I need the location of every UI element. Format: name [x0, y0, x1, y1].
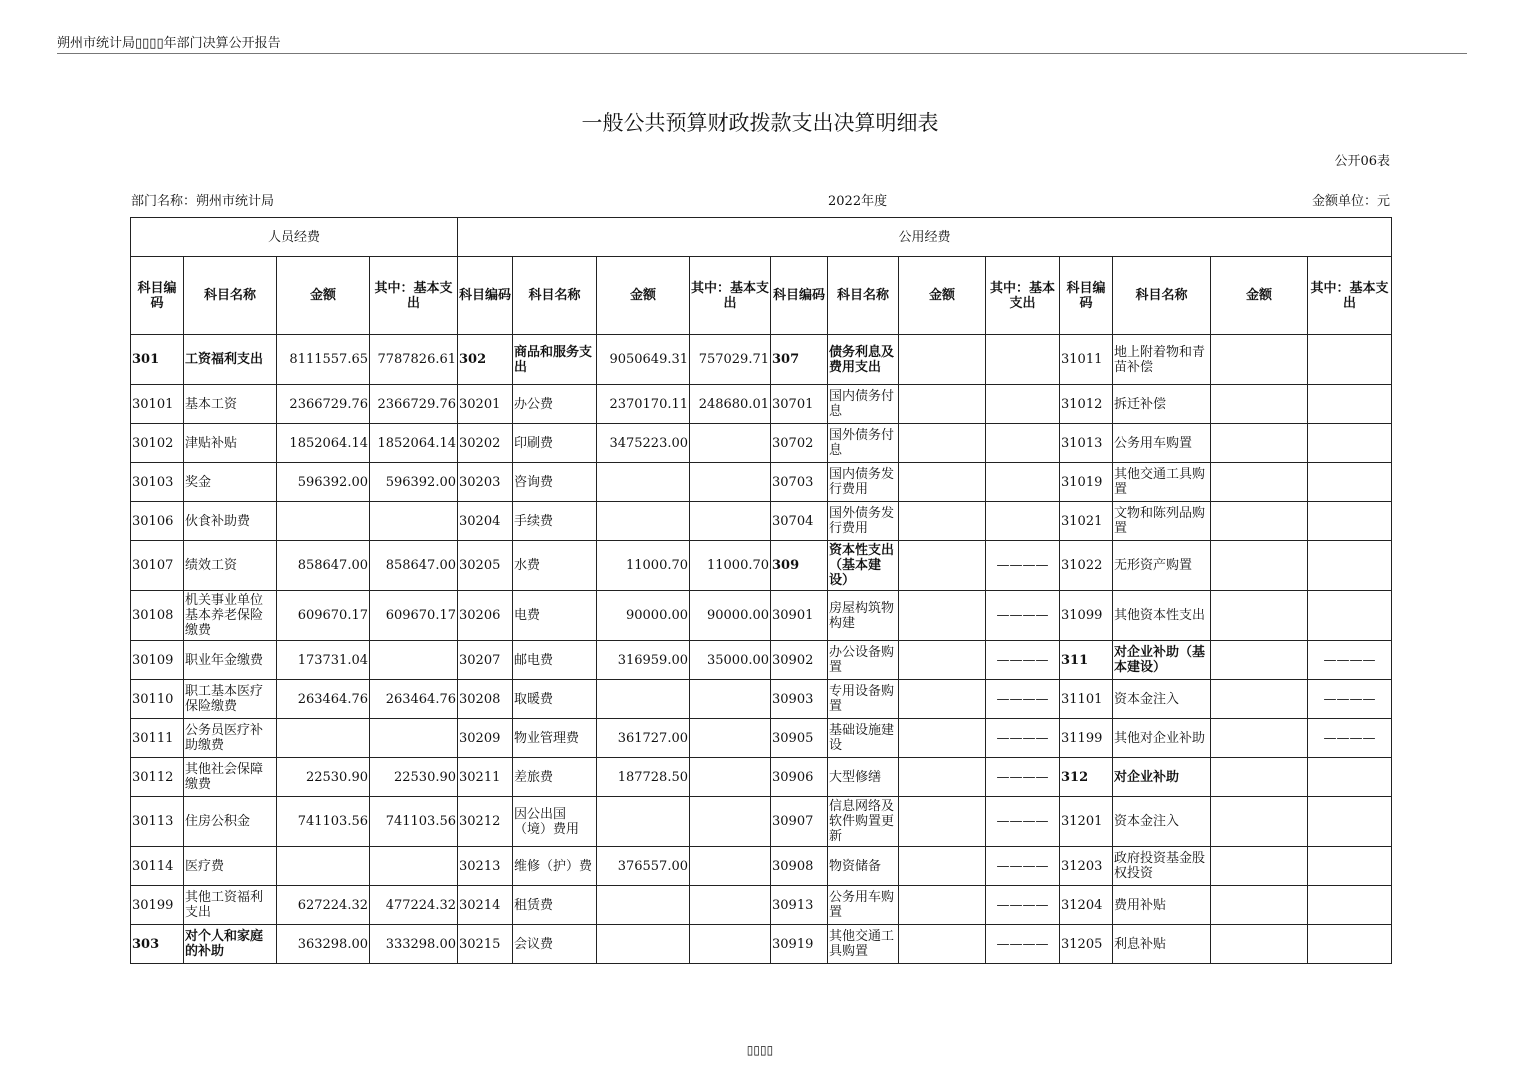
col-header-basic: 其中：基本支出: [690, 257, 771, 335]
cell-basic: ————: [1308, 641, 1392, 680]
cell-name: 手续费: [513, 502, 597, 541]
cell-basic: 477224.32: [370, 886, 458, 925]
cell-amount: [1211, 541, 1308, 591]
header-rule: [57, 53, 1467, 54]
cell-amount: [597, 463, 690, 502]
cell-basic: [1308, 925, 1392, 964]
cell-code: 30208: [458, 680, 513, 719]
cell-basic: ————: [986, 680, 1060, 719]
cell-name: 对企业补助: [1113, 758, 1211, 797]
cell-amount: [1211, 385, 1308, 424]
cell-amount: [899, 719, 986, 758]
cell-basic: 596392.00: [370, 463, 458, 502]
cell-basic: [690, 719, 771, 758]
cell-name: 住房公积金: [184, 797, 277, 847]
cell-amount: [899, 424, 986, 463]
cell-name: 因公出国（境）费用: [513, 797, 597, 847]
cell-amount: [597, 925, 690, 964]
cell-name: 物资储备: [828, 847, 899, 886]
table-row: [131, 719, 1392, 758]
cell-amount: 363298.00: [277, 925, 370, 964]
cell-basic: 1852064.14: [370, 424, 458, 463]
cell-amount: [1211, 502, 1308, 541]
cell-name: 津贴补贴: [184, 424, 277, 463]
cell-code: 30703: [771, 463, 828, 502]
cell-amount: [597, 886, 690, 925]
cell-code: 30205: [458, 541, 513, 591]
cell-amount: [899, 591, 986, 641]
cell-basic: ————: [986, 719, 1060, 758]
cell-name: 电费: [513, 591, 597, 641]
cell-amount: [899, 925, 986, 964]
page-title: 一般公共预算财政拨款支出决算明细表: [581, 111, 939, 135]
cell-code: 30108: [131, 591, 184, 641]
cell-name: 邮电费: [513, 641, 597, 680]
cell-basic: ————: [986, 641, 1060, 680]
cell-amount: [899, 680, 986, 719]
cell-name: 医疗费: [184, 847, 277, 886]
cell-amount: [1211, 463, 1308, 502]
cell-name: 国内债务付息: [828, 385, 899, 424]
cell-name: 奖金: [184, 463, 277, 502]
cell-amount: 376557.00: [597, 847, 690, 886]
cell-amount: 3475223.00: [597, 424, 690, 463]
col-header-amount: 金额: [597, 257, 690, 335]
cell-name: 职工基本医疗保险缴费: [184, 680, 277, 719]
cell-code: 31011: [1060, 335, 1113, 385]
cell-basic: [1308, 502, 1392, 541]
cell-name: 办公费: [513, 385, 597, 424]
table-row: [131, 502, 1392, 541]
cell-code: 31203: [1060, 847, 1113, 886]
cell-code: 31019: [1060, 463, 1113, 502]
table-row: [131, 385, 1392, 424]
table-row: [131, 847, 1392, 886]
cell-basic: [986, 463, 1060, 502]
cell-amount: [1211, 847, 1308, 886]
cell-code: 30206: [458, 591, 513, 641]
col-header-code: 科目编码: [1060, 257, 1113, 335]
cell-amount: [277, 502, 370, 541]
table-row: [131, 641, 1392, 680]
cell-amount: [899, 886, 986, 925]
cell-basic: [690, 797, 771, 847]
cell-basic: [1308, 847, 1392, 886]
table-row: [131, 591, 1392, 641]
col-header-code: 科目编码: [131, 257, 184, 335]
cell-amount: [597, 680, 690, 719]
cell-basic: 7787826.61: [370, 335, 458, 385]
cell-code: 30701: [771, 385, 828, 424]
cell-basic: 11000.70: [690, 541, 771, 591]
cell-amount: [277, 847, 370, 886]
col-header-name: 科目名称: [513, 257, 597, 335]
cell-name: 专用设备购置: [828, 680, 899, 719]
cell-code: 30109: [131, 641, 184, 680]
cell-amount: [1211, 335, 1308, 385]
cell-name: 职业年金缴费: [184, 641, 277, 680]
cell-basic: 2366729.76: [370, 385, 458, 424]
cell-name: 差旅费: [513, 758, 597, 797]
cell-code: 31201: [1060, 797, 1113, 847]
cell-basic: 858647.00: [370, 541, 458, 591]
cell-code: 307: [771, 335, 828, 385]
cell-basic: [1308, 463, 1392, 502]
fiscal-year: 2022年度: [828, 194, 888, 209]
cell-amount: [899, 641, 986, 680]
cell-name: 利息补贴: [1113, 925, 1211, 964]
cell-amount: 11000.70: [597, 541, 690, 591]
cell-amount: [1211, 591, 1308, 641]
amount-unit: 金额单位：元: [1311, 194, 1390, 209]
cell-code: 30201: [458, 385, 513, 424]
cell-name: 文物和陈列品购置: [1113, 502, 1211, 541]
cell-name: 地上附着物和青苗补偿: [1113, 335, 1211, 385]
cell-code: 30106: [131, 502, 184, 541]
cell-basic: [690, 680, 771, 719]
cell-amount: [899, 463, 986, 502]
cell-name: 费用补贴: [1113, 886, 1211, 925]
cell-basic: [1308, 797, 1392, 847]
cell-basic: 90000.00: [690, 591, 771, 641]
table-row: [131, 424, 1392, 463]
cell-amount: [899, 797, 986, 847]
cell-name: 房屋构筑物构建: [828, 591, 899, 641]
cell-code: 30114: [131, 847, 184, 886]
cell-basic: [370, 502, 458, 541]
cell-basic: 757029.71: [690, 335, 771, 385]
cell-name: 其他资本性支出: [1113, 591, 1211, 641]
cell-code: 31199: [1060, 719, 1113, 758]
cell-code: 30101: [131, 385, 184, 424]
group-public: 公用经费: [458, 218, 1392, 257]
cell-basic: [986, 385, 1060, 424]
table-row: [131, 680, 1392, 719]
cell-code: 30213: [458, 847, 513, 886]
cell-name: 信息网络及软件购置更新: [828, 797, 899, 847]
cell-code: 30103: [131, 463, 184, 502]
cell-code: 30212: [458, 797, 513, 847]
cell-code: 30702: [771, 424, 828, 463]
cell-name: 其他交通工具购置: [1113, 463, 1211, 502]
cell-amount: [597, 797, 690, 847]
cell-basic: 609670.17: [370, 591, 458, 641]
cell-amount: 173731.04: [277, 641, 370, 680]
cell-name: 国外债务付息: [828, 424, 899, 463]
cell-code: 302: [458, 335, 513, 385]
cell-code: 30215: [458, 925, 513, 964]
cell-amount: 609670.17: [277, 591, 370, 641]
cell-code: 301: [131, 335, 184, 385]
cell-basic: [1308, 886, 1392, 925]
cell-basic: 263464.76: [370, 680, 458, 719]
cell-basic: ————: [986, 758, 1060, 797]
cell-name: 无形资产购置: [1113, 541, 1211, 591]
table-row: [131, 335, 1392, 385]
cell-amount: [1211, 797, 1308, 847]
cell-basic: ————: [986, 847, 1060, 886]
cell-code: 30112: [131, 758, 184, 797]
table-row: [131, 886, 1392, 925]
cell-amount: [277, 719, 370, 758]
cell-code: 31013: [1060, 424, 1113, 463]
running-header: 朔州市统计局▯▯▯▯年部门决算公开报告: [57, 36, 281, 51]
cell-name: 物业管理费: [513, 719, 597, 758]
cell-basic: [690, 925, 771, 964]
cell-amount: 8111557.65: [277, 335, 370, 385]
cell-name: 租赁费: [513, 886, 597, 925]
cell-amount: 187728.50: [597, 758, 690, 797]
cell-name: 印刷费: [513, 424, 597, 463]
table-row: [131, 925, 1392, 964]
cell-name: 其他工资福利支出: [184, 886, 277, 925]
cell-name: 公务用车购置: [1113, 424, 1211, 463]
cell-basic: [690, 502, 771, 541]
cell-code: 30199: [131, 886, 184, 925]
cell-name: 其他交通工具购置: [828, 925, 899, 964]
cell-basic: [986, 502, 1060, 541]
table-row: [131, 797, 1392, 847]
cell-code: 31021: [1060, 502, 1113, 541]
cell-amount: [899, 502, 986, 541]
cell-amount: [899, 758, 986, 797]
cell-amount: [597, 502, 690, 541]
cell-code: 30903: [771, 680, 828, 719]
cell-code: 30207: [458, 641, 513, 680]
cell-name: 咨询费: [513, 463, 597, 502]
cell-name: 国内债务发行费用: [828, 463, 899, 502]
cell-amount: 1852064.14: [277, 424, 370, 463]
col-header-basic: 其中：基本支出: [986, 257, 1060, 335]
table-row: [131, 541, 1392, 591]
cell-name: 债务利息及费用支出: [828, 335, 899, 385]
cell-amount: 361727.00: [597, 719, 690, 758]
cell-code: 30113: [131, 797, 184, 847]
cell-basic: ————: [986, 591, 1060, 641]
cell-amount: 2366729.76: [277, 385, 370, 424]
cell-basic: ————: [986, 797, 1060, 847]
cell-code: 30102: [131, 424, 184, 463]
table-row: [131, 758, 1392, 797]
col-header-basic: 其中：基本支出: [370, 257, 458, 335]
cell-name: 伙食补助费: [184, 502, 277, 541]
expenditure-table: [130, 217, 1392, 964]
cell-basic: 35000.00: [690, 641, 771, 680]
cell-name: 维修（护）费: [513, 847, 597, 886]
cell-basic: 741103.56: [370, 797, 458, 847]
cell-amount: [1211, 424, 1308, 463]
cell-basic: [1308, 541, 1392, 591]
cell-name: 对个人和家庭的补助: [184, 925, 277, 964]
cell-basic: [1308, 591, 1392, 641]
cell-name: 商品和服务支出: [513, 335, 597, 385]
cell-basic: [1308, 335, 1392, 385]
cell-code: 30202: [458, 424, 513, 463]
group-personnel: 人员经费: [131, 218, 458, 257]
cell-amount: 263464.76: [277, 680, 370, 719]
cell-amount: 858647.00: [277, 541, 370, 591]
department-label: 部门名称：朔州市统计局: [131, 194, 275, 209]
cell-basic: ————: [1308, 719, 1392, 758]
col-header-name: 科目名称: [184, 257, 277, 335]
cell-name: 水费: [513, 541, 597, 591]
cell-basic: [690, 886, 771, 925]
cell-basic: 22530.90: [370, 758, 458, 797]
cell-basic: [370, 641, 458, 680]
cell-name: 办公设备购置: [828, 641, 899, 680]
cell-code: 30906: [771, 758, 828, 797]
cell-basic: [690, 758, 771, 797]
col-header-code: 科目编码: [458, 257, 513, 335]
cell-amount: [899, 541, 986, 591]
cell-name: 大型修缮: [828, 758, 899, 797]
cell-code: 30209: [458, 719, 513, 758]
col-header-amount: 金额: [277, 257, 370, 335]
cell-name: 其他对企业补助: [1113, 719, 1211, 758]
column-header-row: [131, 257, 1392, 335]
cell-basic: 333298.00: [370, 925, 458, 964]
cell-basic: [370, 719, 458, 758]
cell-name: 拆迁补偿: [1113, 385, 1211, 424]
cell-basic: [986, 335, 1060, 385]
cell-code: 30913: [771, 886, 828, 925]
cell-basic: 248680.01: [690, 385, 771, 424]
cell-name: 机关事业单位基本养老保险缴费: [184, 591, 277, 641]
cell-amount: 90000.00: [597, 591, 690, 641]
cell-name: 基本工资: [184, 385, 277, 424]
cell-code: 30214: [458, 886, 513, 925]
cell-amount: [1211, 758, 1308, 797]
cell-basic: [986, 424, 1060, 463]
cell-basic: [690, 424, 771, 463]
cell-code: 30905: [771, 719, 828, 758]
cell-basic: [1308, 385, 1392, 424]
cell-name: 对企业补助（基本建设）: [1113, 641, 1211, 680]
cell-code: 30919: [771, 925, 828, 964]
table-code: 公开06表: [1334, 154, 1390, 169]
col-header-name: 科目名称: [1113, 257, 1211, 335]
col-header-name: 科目名称: [828, 257, 899, 335]
cell-code: 30107: [131, 541, 184, 591]
cell-name: 公务用车购置: [828, 886, 899, 925]
cell-basic: [370, 847, 458, 886]
cell-name: 资本金注入: [1113, 797, 1211, 847]
cell-amount: 316959.00: [597, 641, 690, 680]
cell-amount: 627224.32: [277, 886, 370, 925]
cell-amount: [1211, 680, 1308, 719]
cell-name: 工资福利支出: [184, 335, 277, 385]
cell-name: 绩效工资: [184, 541, 277, 591]
cell-code: 31099: [1060, 591, 1113, 641]
cell-basic: [1308, 424, 1392, 463]
col-header-amount: 金额: [1211, 257, 1308, 335]
cell-code: 30111: [131, 719, 184, 758]
cell-basic: ————: [1308, 680, 1392, 719]
cell-code: 30203: [458, 463, 513, 502]
cell-name: 会议费: [513, 925, 597, 964]
cell-name: 资本金注入: [1113, 680, 1211, 719]
cell-amount: [899, 335, 986, 385]
cell-amount: [1211, 719, 1308, 758]
cell-basic: ————: [986, 925, 1060, 964]
page-number: ▯▯▯▯: [746, 1043, 774, 1057]
table-row: [131, 463, 1392, 502]
cell-name: 国外债务发行费用: [828, 502, 899, 541]
col-header-basic: 其中：基本支出: [1308, 257, 1392, 335]
cell-code: 309: [771, 541, 828, 591]
cell-code: 30204: [458, 502, 513, 541]
cell-code: 311: [1060, 641, 1113, 680]
cell-name: 基础设施建设: [828, 719, 899, 758]
cell-code: 303: [131, 925, 184, 964]
cell-amount: 596392.00: [277, 463, 370, 502]
cell-name: 其他社会保障缴费: [184, 758, 277, 797]
cell-amount: 22530.90: [277, 758, 370, 797]
cell-name: 取暖费: [513, 680, 597, 719]
cell-name: 政府投资基金股权投资: [1113, 847, 1211, 886]
cell-code: 31012: [1060, 385, 1113, 424]
cell-amount: [899, 385, 986, 424]
cell-amount: [1211, 925, 1308, 964]
cell-code: 30902: [771, 641, 828, 680]
cell-code: 30704: [771, 502, 828, 541]
group-header-row: [131, 218, 1392, 257]
cell-amount: [899, 847, 986, 886]
cell-code: 30901: [771, 591, 828, 641]
cell-amount: 2370170.11: [597, 385, 690, 424]
cell-code: 31022: [1060, 541, 1113, 591]
cell-basic: [1308, 758, 1392, 797]
cell-code: 30907: [771, 797, 828, 847]
cell-name: 公务员医疗补助缴费: [184, 719, 277, 758]
cell-amount: [1211, 641, 1308, 680]
col-header-code: 科目编码: [771, 257, 828, 335]
cell-amount: 9050649.31: [597, 335, 690, 385]
cell-code: 30110: [131, 680, 184, 719]
cell-amount: [1211, 886, 1308, 925]
col-header-amount: 金额: [899, 257, 986, 335]
cell-code: 31204: [1060, 886, 1113, 925]
cell-code: 31101: [1060, 680, 1113, 719]
cell-basic: ————: [986, 541, 1060, 591]
cell-amount: 741103.56: [277, 797, 370, 847]
cell-code: 31205: [1060, 925, 1113, 964]
cell-basic: ————: [986, 886, 1060, 925]
cell-name: 资本性支出（基本建设）: [828, 541, 899, 591]
cell-basic: [690, 847, 771, 886]
cell-code: 30908: [771, 847, 828, 886]
cell-basic: [690, 463, 771, 502]
cell-code: 312: [1060, 758, 1113, 797]
cell-code: 30211: [458, 758, 513, 797]
